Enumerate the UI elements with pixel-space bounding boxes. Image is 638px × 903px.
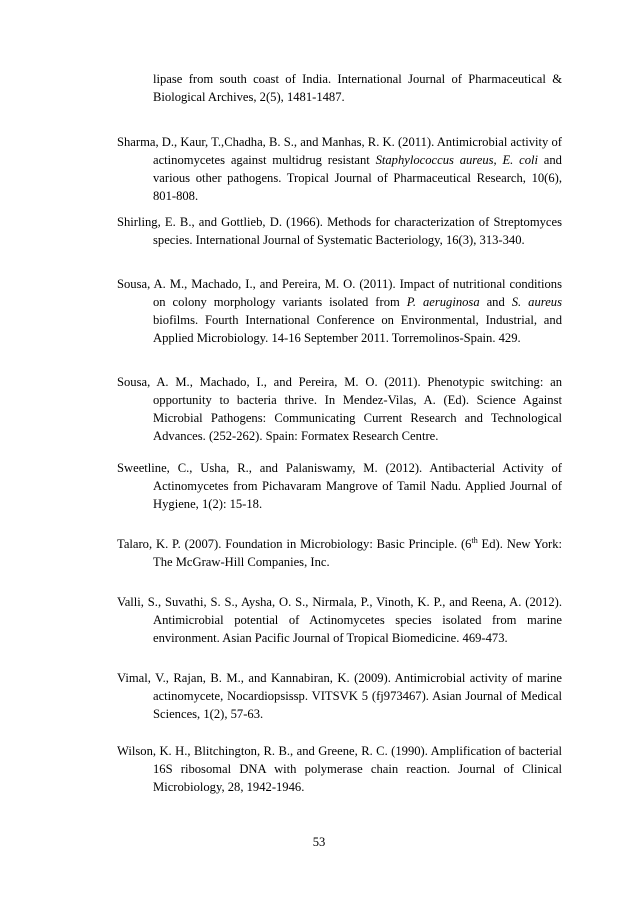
reference-text: Talaro, K. P. (2007). Foundation in Microbiology: Basic Principle. (6 <box>117 537 472 551</box>
reference-text: and <box>479 295 512 309</box>
reference-text: Sharma, D., Kaur, T.,Chadha, B. S., and Manhas, R. K. (2011). Antimicrobial activity of actinomycetes against multidrug resistant <box>117 135 562 167</box>
superscript-text: th <box>471 535 478 545</box>
italic-text: Staphylococcus aureus, E. coli <box>375 153 538 167</box>
reference-text: lipase from south coast of India. International Journal of Pharmaceutical & Biological Archives, 2(5), 1481-1487. <box>153 72 562 104</box>
ref-valli <box>117 593 562 647</box>
ref-talaro <box>117 535 562 571</box>
reference-text: Valli, S., Suvathi, S. S., Aysha, O. S., Nirmala, P., Vinoth, K. P., and Reena, A. (2012). Antimicrobial potential of Actinomycetes species isolated from marine environment. Asian Pacific Journal of Tropical Biomedicine. 469-473. <box>117 595 562 645</box>
reference-text: Wilson, K. H., Blitchington, R. B., and Greene, R. C. (1990). Amplification of bacterial 16S ribosomal DNA with polymerase chain reaction. Journal of Clinical Microbiology, 28, 1942-1946. <box>117 744 562 794</box>
ref-sharma <box>117 133 562 205</box>
reference-text: Sousa, A. M., Machado, I., and Pereira, M. O. (2011). Phenotypic switching: an opportunity to bacteria thrive. In Mendez-Vilas, A. (Ed). Science Against Microbial Pathogens: Communicating Current Research and Technological Advances. (252-262). Spain: Formatex Research Centre. <box>117 375 562 443</box>
ref-sousa-2 <box>117 373 562 445</box>
reference-text: Shirling, E. B., and Gottlieb, D. (1966). Methods for characterization of Streptomyces species. International Journal of Systematic Bacteriology, 16(3), 313-340. <box>117 215 562 247</box>
reference-text: Ed). New York: The McGraw-Hill Companies, Inc. <box>153 537 562 569</box>
reference-text: Vimal, V., Rajan, B. M., and Kannabiran, K. (2009). Antimicrobial activity of marine actinomycete, Nocardiopsissp. VITSVK 5 (fj973467). Asian Journal of Medical Sciences, 1(2), 57-63. <box>117 671 562 721</box>
italic-text: S. aureus <box>511 295 562 309</box>
ref-sweetline <box>117 459 562 513</box>
reference-text: Sousa, A. M., Machado, I., and Pereira, M. O. (2011). Impact of nutritional conditions on colony morphology variants isolated from <box>117 277 562 309</box>
italic-text: P. aeruginosa <box>406 295 480 309</box>
ref-continuation <box>117 70 562 106</box>
ref-shirling <box>117 213 562 249</box>
reference-text: Sweetline, C., Usha, R., and Palaniswamy, M. (2012). Antibacterial Activity of Actinomycetes from Pichavaram Mangrove of Tamil Nadu. Applied Journal of Hygiene, 1(2): 15-18. <box>117 461 562 511</box>
ref-sousa-1 <box>117 275 562 347</box>
ref-wilson <box>117 742 562 796</box>
ref-vimal <box>117 669 562 723</box>
reference-text: biofilms. Fourth International Conference on Environmental, Industrial, and Applied Microbiology. 14-16 September 2011. Torremolinos-Spain. 429. <box>153 313 562 345</box>
reference-text: and various other pathogens. Tropical Journal of Pharmaceutical Research, 10(6), 801-808. <box>153 153 562 203</box>
page-number: 53 <box>312 835 326 849</box>
